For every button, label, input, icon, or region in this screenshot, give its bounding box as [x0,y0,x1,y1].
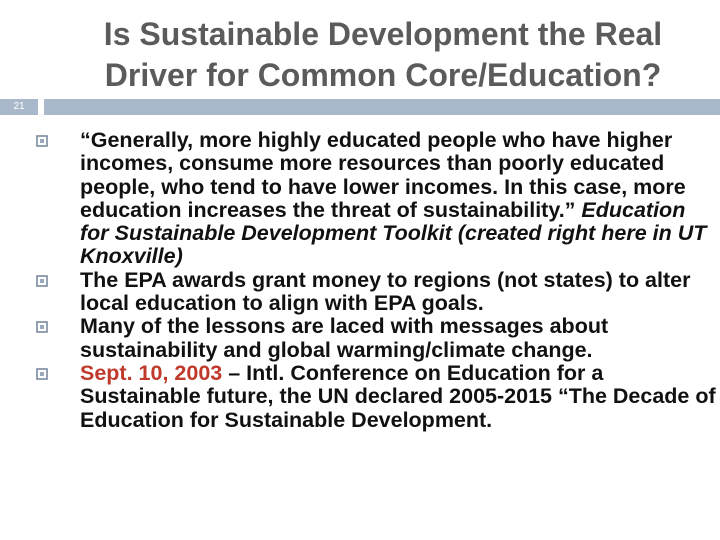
bullet-list [36,129,716,432]
square-bullet-icon [36,135,48,147]
square-bullet-icon [36,321,48,333]
bullet-text: “Generally, more highly educated people who have higher incomes, consume more resources than poorly educated people, who tend to have lower incomes. In this case, more education increases the threat of sustainability.” [80,128,686,222]
bullet-item-3 [36,315,716,362]
bullet-item-2 [36,269,716,316]
square-bullet-icon [36,368,48,380]
slide-title [58,14,708,96]
slide-title-line-2: Driver for Common Core/Education? [104,57,662,93]
bullet-text: The EPA awards grant money to regions (not states) to alter local education to align with EPA goals. [80,267,691,316]
quote-source: Education for Sustainable Development Toolkit (created right here in UT Knoxville) [80,197,707,269]
title-divider-bar [44,99,720,115]
slide-number: 21 [0,99,38,115]
date-highlight: Sept. 10, 2003 [80,360,223,385]
bullet-item-4 [36,362,716,432]
bullet-item-1 [36,129,716,269]
slide-title-line-1: Is Sustainable Development the Real [103,16,663,52]
bullet-text: Many of the lessons are laced with messages about sustainability and global warming/climate change. [80,314,609,362]
square-bullet-icon [36,275,48,287]
bullet-text: – Intl. Conference on Education for a Sustainable future, the UN declared 2005-2015 “The Decade of Education for Sustainable Development. [80,360,716,432]
